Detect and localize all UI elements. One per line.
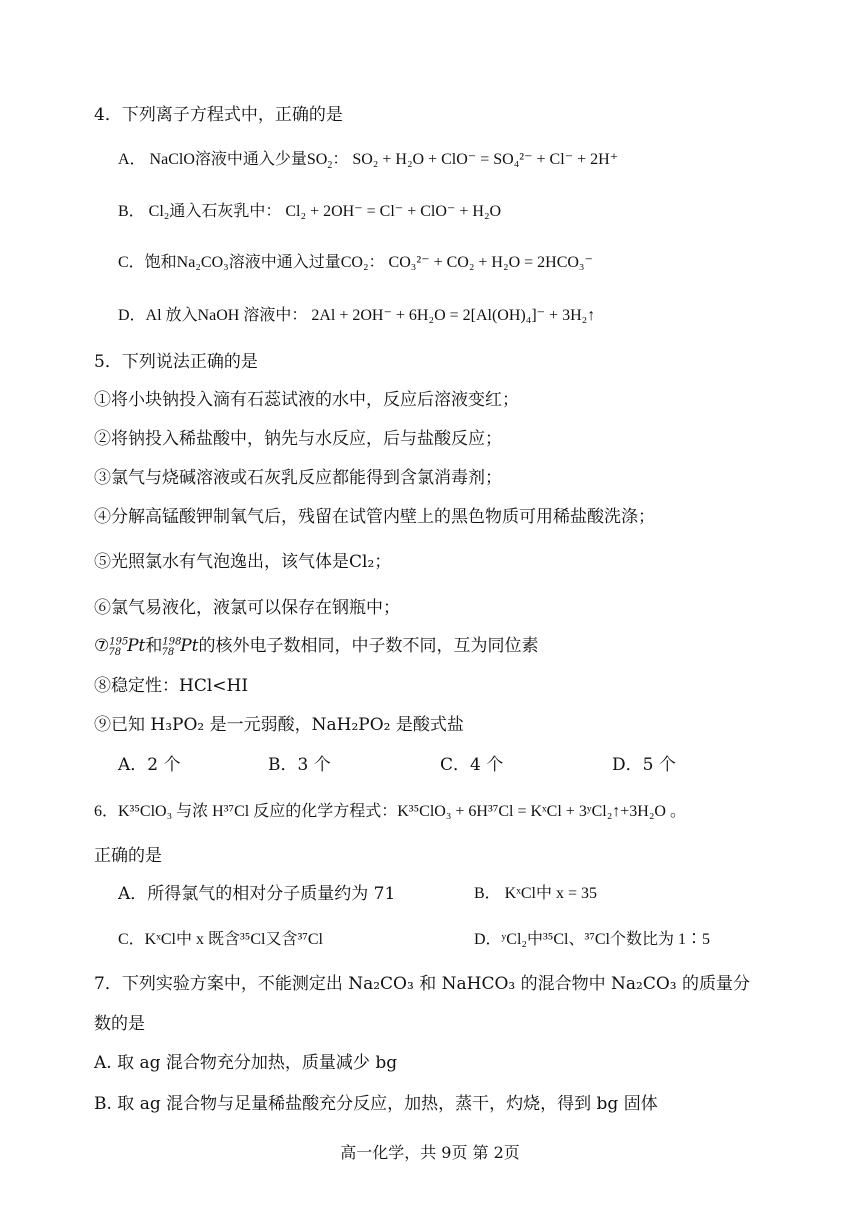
q4-option-b-pre: B． Cl₂通入石灰乳中： xyxy=(118,203,282,220)
q5-statement-4: ④分解高锰酸钾制氧气后，残留在试管内壁上的黑色物质可用稀盐酸洗涤； xyxy=(94,507,655,527)
q6-stem-continued: 正确的是 xyxy=(94,846,162,866)
q4-option-c xyxy=(118,251,593,275)
q7-stem-continued: 数的是 xyxy=(94,1014,145,1034)
q4-option-c-eq: CO₃²⁻ + CO₂ + H₂O = 2HCO₃⁻ xyxy=(388,254,593,271)
page-footer: 高一化学，共 9页 第 2页 xyxy=(340,1143,520,1162)
q5-option-a: A．2 个 xyxy=(118,755,181,775)
q7-option-a: A. 取 ag 混合物充分加热，质量减少 bg xyxy=(94,1053,398,1073)
q4-option-a-eq: ： SO₂ + H₂O + ClO⁻ = SO₄²⁻ + Cl⁻ + 2H⁺ xyxy=(332,151,619,168)
q4-option-d-pre: D．Al 放入NaOH 溶液中： xyxy=(118,307,308,324)
q6-option-b: B． KˣCl中 x = 35 xyxy=(474,885,597,902)
q4-option-d xyxy=(118,304,595,328)
q5-stem: 5．下列说法正确的是 xyxy=(94,352,258,372)
q5-statement-7-post: 的核外电子数相同，中子数不同，互为同位素 xyxy=(198,636,539,656)
q6-option-a: A．所得氯气的相对分子质量约为 71 xyxy=(118,884,396,904)
q6-stem: 6．K³⁵ClO₃ 与浓 H³⁷Cl 反应的化学方程式：K³⁵ClO₃ + 6H³⁷Cl = KˣCl + 3ʸCl₂↑+3H₂O 。 xyxy=(94,803,686,820)
q6-option-d: D．ʸCl₂中³⁵Cl、³⁷Cl个数比为 1∶5 xyxy=(474,931,710,948)
q5-option-b: B．3 个 xyxy=(268,755,331,775)
q6-option-c: C．KˣCl中 x 既含³⁵Cl又含³⁷Cl xyxy=(118,931,323,948)
q5-statement-7: ⑦$^{195}_{78}$ Pt和$^{198}_{78}$ Pt的核外电子数相同，中子数不同，互为同位素 xyxy=(94,636,539,659)
q4-option-a: A． NaClO溶液中通入少量$SO_2$： SO₂ + H₂O + ClO⁻ = SO₄²⁻ + Cl⁻ + 2H⁺ xyxy=(118,151,619,172)
q5-statement-5: ⑤光照氯水有气泡逸出，该气体是Cl₂； xyxy=(94,552,392,572)
q5-option-c: C．4 个 xyxy=(440,755,504,775)
pt-isotope-195-formula: $^{195}_{78}$ Pt xyxy=(108,636,146,659)
q5-statement-7-pre: ⑦ xyxy=(94,636,110,656)
q4-option-b-eq: Cl₂ + 2OH⁻ = Cl⁻ + ClO⁻ + H₂O xyxy=(285,203,502,220)
q5-statement-6: ⑥氯气易液化，液氯可以保存在钢瓶中； xyxy=(94,598,400,618)
q7-option-b: B. 取 ag 混合物与足量稀盐酸充分反应，加热，蒸干，灼烧，得到 bg 固体 xyxy=(94,1094,658,1114)
q5-statement-1: ①将小块钠投入滴有石蕊试液的水中，反应后溶液变红； xyxy=(94,390,519,410)
q5-statement-3: ③氯气与烧碱溶液或石灰乳反应都能得到含氯消毒剂； xyxy=(94,468,502,488)
q4-stem: 4．下列离子方程式中，正确的是 xyxy=(94,105,343,125)
q4-option-a-pre: A． NaClO溶液中通入少量SO xyxy=(118,151,328,168)
q4-option-c-pre: C．饱和Na₂CO₃溶液中通入过量CO₂： xyxy=(118,254,385,271)
q5-statement-2: ②将钠投入稀盐酸中，钠先与水反应，后与盐酸反应； xyxy=(94,429,502,449)
q4-option-b xyxy=(118,200,501,224)
q5-option-d: D．5 个 xyxy=(612,755,676,775)
q5-statement-8: ⑧稳定性：HCl<HI xyxy=(94,676,249,696)
q5-statement-9: ⑨已知 H₃PO₂ 是一元弱酸，NaH₂PO₂ 是酸式盐 xyxy=(94,715,464,735)
q4-option-d-eq: 2Al + 2OH⁻ + 6H₂O = 2[Al(OH)₄]⁻ + 3H₂↑ xyxy=(311,307,596,324)
pt-isotope-198-formula: $^{198}_{78}$ Pt xyxy=(161,636,199,659)
q7-stem: 7．下列实验方案中，不能测定出 Na₂CO₃ 和 NaHCO₃ 的混合物中 Na₂CO₃ 的质量分 xyxy=(94,974,751,994)
